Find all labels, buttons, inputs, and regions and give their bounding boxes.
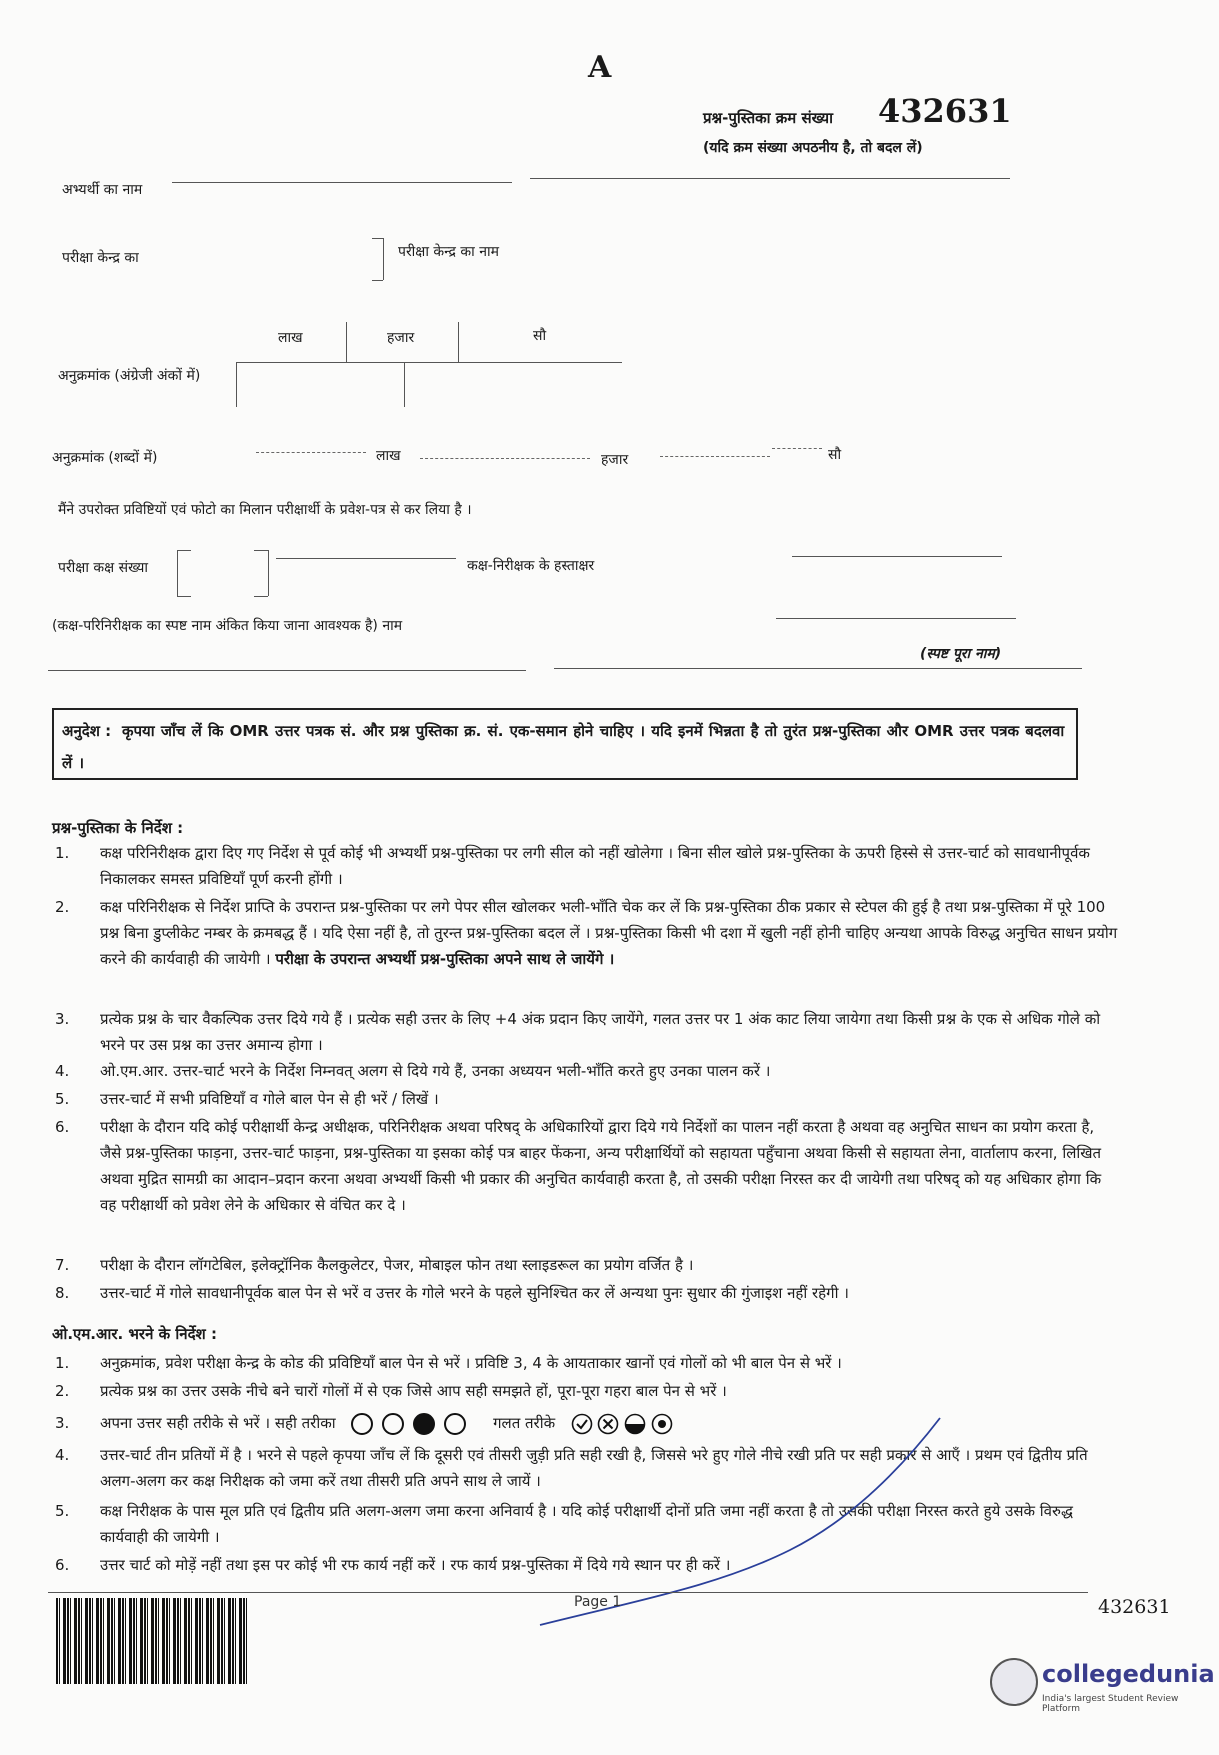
form-bottom-line-1 xyxy=(48,670,526,671)
instruction-text: उत्तर चार्ट को मोड़ें नहीं तथा इस पर कोई भी रफ कार्य नहीं करें । रफ कार्य प्रश्न-पुस्तिका में दिये गये स्थान पर ही करें । xyxy=(100,1556,731,1574)
centre-bracket-top xyxy=(372,238,383,239)
instruction-text: परीक्षा के दौरान यदि कोई परीक्षार्थी केन्द्र अधीक्षक, परिनिरीक्षक अथवा परिषद् के अधिकारियों द्वारा दिये गये निर्देशों का पालन नहीं करता है अथवा वह अनुचित साधन का प्रयोग करता है, जैसे प्रश्न-पुस्तिका फाड़ना, उत्तर-चार्ट फाड़ना, प्रश्न-पुस्तिका या इसका कोई पत्र बाहर फेंकना, अन्य परीक्षार्थियों को सहायता पहुँचाना अथवा किसी से सहायता लेना, वार्तालाप करना, लिखित अथवा मुद्रित सामग्री का आदान–प्रदान करना अथवा अभ्यर्थी किसी भी प्रकार की अनुचित कार्यवाही करता है, तो उसकी परीक्षा निरस्त कर दी जायेगी तथा परिषद् को यह अधिकार होगा कि वह परीक्षार्थी को प्रवेश लेने के अधिकार से वंचित कर दे । xyxy=(100,1118,1102,1214)
footer-rule xyxy=(48,1592,1088,1593)
instruction-text: उत्तर-चार्ट में सभी प्रविष्टियाँ व गोले बाल पेन से ही भरें / लिखें । xyxy=(100,1090,439,1108)
roll-digits-label: अनुक्रमांक (अंग्रेजी अंकों में) xyxy=(58,368,201,384)
filled-bubble-icon xyxy=(413,1413,435,1435)
form-bottom-line-2 xyxy=(554,668,1082,669)
instruction-text: कक्ष परिनिरीक्षक से निर्देश प्राप्ति के उपरान्त प्रश्न-पुस्तिका पर लगे पेपर सील खोलकर भली-भाँति चेक कर लें कि प्रश्न-पुस्तिका ठीक प्रकार से स्टेपल की हुई है तथा प्रश्न-पुस्तिका में पूरे 100 प्रश्न बिना डुप्लीकेट नम्बर के क्रमबद्ध हैं । यदि ऐसा नहीं है, तो तुरन्त प्रश्न-पुस्तिका बदल लें । प्रश्न-पुस्तिका किसी भी दशा में खुली नहीं होनी चाहिए अन्यथा आपके विरुद्ध अनुचित साधन प्रयोग करने की कार्यवाही की जायेगी । xyxy=(100,898,1118,968)
instruction-number: 1. xyxy=(55,844,70,862)
room-box-left xyxy=(177,550,178,596)
place-hazar: हजार xyxy=(387,330,415,346)
words-line-4 xyxy=(772,448,822,449)
brand-tagline: India's largest Student Review Platform xyxy=(1042,1694,1179,1714)
instruction-number: 3. xyxy=(55,1414,70,1432)
roll-divider-2 xyxy=(458,322,459,362)
instruction-text: अपना उत्तर सही तरीके से भरें । सही तरीका xyxy=(100,1414,336,1432)
words-line-1 xyxy=(256,452,366,453)
room-box-left-top xyxy=(177,550,191,551)
place-sau: सौ xyxy=(533,328,547,344)
serial-number: 432631 xyxy=(878,92,1012,130)
notice-text: कृपया जाँच लें कि OMR उत्तर पत्रक सं. और प्रश्न पुस्तिका क्र. सं. एक-समान होने चाहिए । यदि इनमें भिन्नता है तो तुरंत प्रश्न-पुस्तिका और OMR उत्तर पत्रक बदलवा लें । xyxy=(62,722,1065,772)
centre-name-label: परीक्षा केन्द्र का नाम xyxy=(398,244,499,260)
instruction-number: 1. xyxy=(55,1354,70,1372)
footer-serial: 432631 xyxy=(1098,1596,1171,1618)
instruction-number: 6. xyxy=(55,1556,70,1574)
room-sign-line xyxy=(276,558,456,559)
verification-statement: मैंने उपरोक्त प्रविष्टियों एवं फोटो का मिलान परीक्षार्थी के प्रवेश-पत्र से कर लिया है । xyxy=(58,502,472,518)
room-box-right-top xyxy=(254,550,268,551)
instruction-number: 5. xyxy=(55,1090,70,1108)
instruction-number: 2. xyxy=(55,1382,70,1400)
empty-bubble-icon xyxy=(444,1413,466,1435)
barcode xyxy=(56,1598,248,1684)
instruction-text: अनुक्रमांक, प्रवेश परीक्षा केन्द्र के कोड की प्रविष्टियाँ बाल पेन से भरें । प्रविष्टि 3, 4 के आयताकार खानों एवं गोलों को भी बाल पेन से भरें । xyxy=(100,1354,842,1372)
full-name-label: (स्पष्ट पूरा नाम) xyxy=(920,646,1002,662)
serial-label: प्रश्न-पुस्तिका क्रम संख्या xyxy=(703,109,833,127)
words-line-3 xyxy=(660,456,770,457)
instruction-text: कक्ष परिनिरीक्षक द्वारा दिए गए निर्देश से पूर्व कोई भी अभ्यर्थी प्रश्न-पुस्तिका पर लगी सील को नहीं खोलेगा । बिना सील खोले प्रश्न-पुस्तिका के ऊपरी हिस्से से उत्तर-चार्ट को सावधानीपूर्वक निकालकर समस्त प्रविष्टियाँ पूर्ण करनी होंगी । xyxy=(100,844,1090,888)
words-sau: सौ xyxy=(828,447,842,463)
instruction-text: प्रत्येक प्रश्न के चार वैकल्पिक उत्तर दिये गये हैं । प्रत्येक सही उत्तर के लिए +4 अंक प्रदान किए जायेंगे, गलत उत्तर पर 1 अंक काट लिया जायेगा तथा किसी प्रश्न के एक से अधिक गोले को भरने पर उस प्रश्न का उत्तर अमान्य होगा । xyxy=(100,1010,1101,1054)
words-hazar: हजार xyxy=(601,452,629,468)
booklet-set: A xyxy=(588,50,612,85)
candidate-name-line xyxy=(172,182,512,183)
candidate-name-line-2 xyxy=(530,178,1010,179)
instruction-text: कक्ष निरीक्षक के पास मूल प्रति एवं द्वितीय प्रति अलग-अलग जमा करना अनिवार्य है । यदि कोई परीक्षार्थी दोनों प्रति जमा नहीं करता है तो उसकी परीक्षा निरस्त करते हुये उसके विरुद्ध कार्यवाही की जायेगी । xyxy=(100,1502,1073,1546)
words-lakh: लाख xyxy=(376,448,401,464)
invigilator-name-line xyxy=(776,618,1016,619)
brand-name: collegedunia xyxy=(1042,1660,1215,1688)
invigilator-sign-line xyxy=(792,556,1002,557)
centre-bracket-bottom xyxy=(372,280,383,281)
instruction-bold-text: परीक्षा के उपरान्त अभ्यर्थी प्रश्न-पुस्तिका अपने साथ ले जायेंगे । xyxy=(275,950,615,968)
room-box-right xyxy=(268,550,269,596)
instruction-text: उत्तर-चार्ट में गोले सावधानीपूर्वक बाल पेन से भरें व उत्तर के गोले भरने के पहले सुनिश्चित कर लें अन्यथा पुनः सुधार की गुंजाइश नहीं रहेगी । xyxy=(100,1284,849,1302)
instruction-number: 5. xyxy=(55,1502,70,1520)
brand-logo-icon xyxy=(990,1658,1038,1706)
room-number-label: परीक्षा कक्ष संख्या xyxy=(58,560,149,576)
room-box-left-bottom xyxy=(177,596,191,597)
instruction-number: 8. xyxy=(55,1284,70,1302)
page-number: Page 1 xyxy=(574,1594,622,1610)
instruction-number: 3. xyxy=(55,1010,70,1028)
empty-bubble-icon xyxy=(382,1413,404,1435)
instruction-number: 4. xyxy=(55,1062,70,1080)
roll-box-mid xyxy=(404,362,405,407)
roll-box-left xyxy=(236,362,237,407)
booklet-instructions-heading: प्रश्न-पुस्तिका के निर्देश : xyxy=(52,819,184,837)
instruction-text: ओ.एम.आर. उत्तर-चार्ट भरने के निर्देश निम्नवत् अलग से दिये गये हैं, उनका अध्ययन भली-भाँति करते हुए उनका पालन करें । xyxy=(100,1062,771,1080)
roll-box-top xyxy=(236,362,622,363)
instruction-number: 6. xyxy=(55,1118,70,1136)
invigilator-name-label: (कक्ष-परिनिरीक्षक का स्पष्ट नाम अंकित किया जाना आवश्यक है) नाम xyxy=(52,618,403,634)
instruction-number: 4. xyxy=(55,1446,70,1464)
invigilator-sign-label: कक्ष-निरीक्षक के हस्ताक्षर xyxy=(467,558,595,574)
centre-bracket xyxy=(383,238,384,280)
roll-divider-1 xyxy=(346,322,347,362)
wrong-way-label: गलत तरीके xyxy=(493,1414,556,1432)
instruction-number: 7. xyxy=(55,1256,70,1274)
words-line-2 xyxy=(420,458,590,459)
notice-label: अनुदेश : xyxy=(62,722,112,740)
centre-code-label: परीक्षा केन्द्र का xyxy=(62,250,139,266)
serial-note: (यदि क्रम संख्या अपठनीय है, तो बदल लें) xyxy=(703,140,923,156)
instruction-number: 2. xyxy=(55,898,70,916)
place-lakh: लाख xyxy=(278,330,303,346)
instruction-text: उत्तर-चार्ट तीन प्रतियों में है । भरने से पहले कृपया जाँच लें कि दूसरी एवं तीसरी जुड़ी प्रति सही रखी है, जिससे भरे हुए गोले नीचे रखी प्रति पर सही प्रकार से आएँ । प्रथम एवं द्वितीय प्रति अलग-अलग कर कक्ष निरीक्षक को जमा करें तथा तीसरी प्रति अपने साथ ले जायें । xyxy=(100,1446,1088,1490)
omr-instructions-heading: ओ.एम.आर. भरने के निर्देश : xyxy=(52,1325,217,1343)
instruction-text: प्रत्येक प्रश्न का उत्तर उसके नीचे बने चारों गोलों में से एक जिसे आप सही समझते हों, पूरा-पूरा गहरा बाल पेन से भरें । xyxy=(100,1382,727,1400)
empty-bubble-icon xyxy=(351,1413,373,1435)
roll-words-label: अनुक्रमांक (शब्दों में) xyxy=(52,450,158,466)
instruction-text: परीक्षा के दौरान लॉगटेबिल, इलेक्ट्रॉनिक कैलकुलेटर, पेजर, मोबाइल फोन तथा स्लाइडरूल का प्रयोग वर्जित है । xyxy=(100,1256,694,1274)
candidate-name-label: अभ्यर्थी का नाम xyxy=(62,182,143,198)
room-box-right-bottom xyxy=(254,596,268,597)
